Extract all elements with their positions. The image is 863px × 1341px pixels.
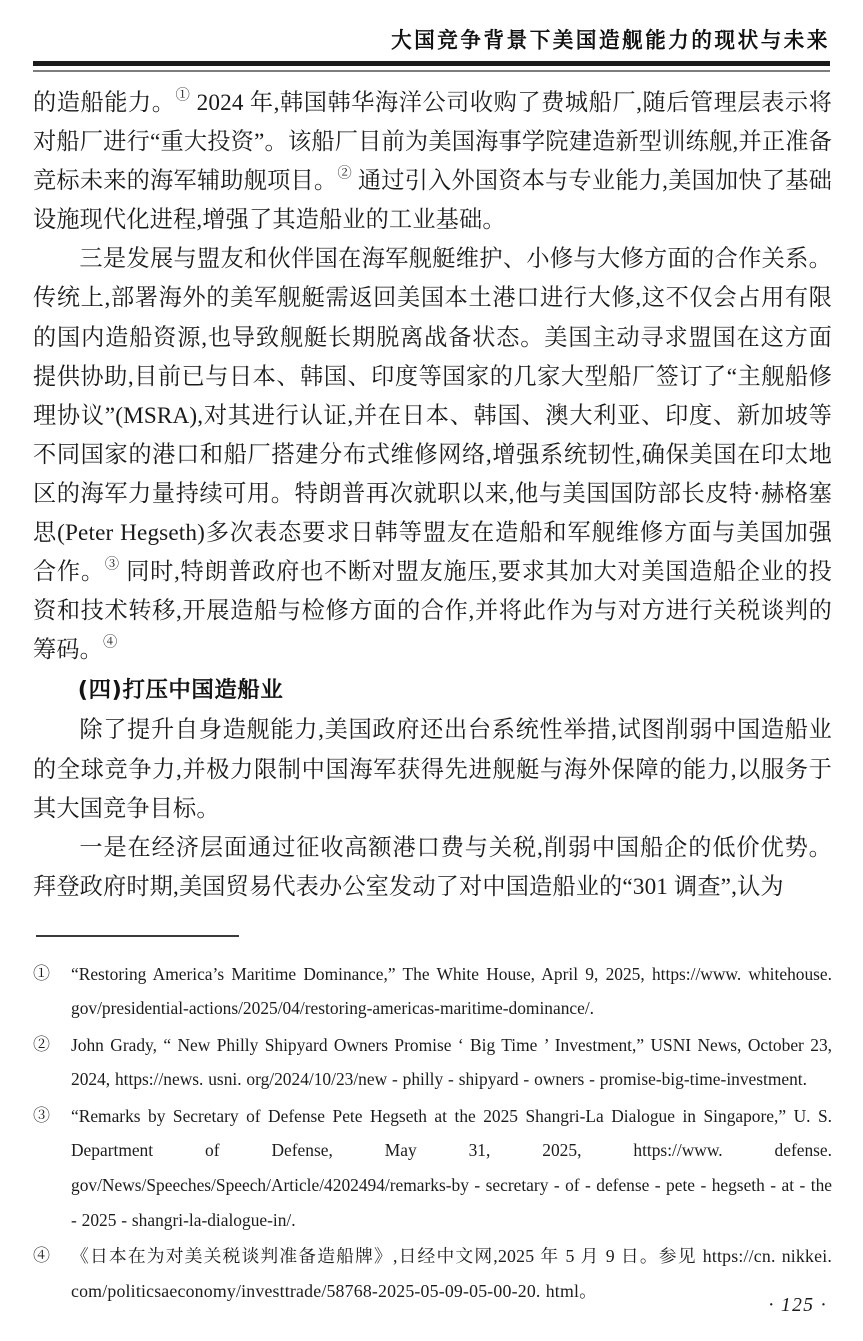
running-title: 大国竞争背景下美国造舰能力的现状与未来 (391, 27, 830, 53)
footnote-item (33, 1099, 832, 1237)
footnote-marker: ② (33, 1034, 50, 1054)
footnote-reference: ④ (103, 634, 118, 651)
footnote-text: John Grady, “ New Philly Shipyard Owners Promise ‘ Big Time ’ Investment,” USNI News, October 23, 2024, https://news. usni. org/2024/10/23/new - philly - shipyard - owners - promise-big-time-investment. (71, 1034, 832, 1090)
header-rule-thin (33, 70, 830, 72)
page-header (0, 0, 863, 78)
footnote-text: “Remarks by Secretary of Defense Pete Hegseth at the 2025 Shangri-La Dialogue in Singapore,” U. S. Department of Defense, May 31, 2025, https://www. defense. gov/News/Speeches/Speech/Article/4202494/remarks-by - secretary - of - defense - pete - hegseth - at - the - 2025 - shangri-la-dialogue-in/. (71, 1105, 832, 1230)
footnote-item (33, 1028, 832, 1097)
footnote-reference: ③ (104, 556, 120, 573)
footnote-item (33, 1239, 832, 1308)
footnote-reference: ② (337, 165, 352, 182)
footnote-block (33, 935, 832, 1310)
footnote-text: 《日本在为对美关税谈判准备造船牌》,日经中文网,2025 年 5 月 9 日。参见 https://cn. nikkei. com/politicsaeconomy/investtrade/58768-2025-05-09-05-00-20. html。 (71, 1246, 832, 1301)
header-rule-thick (33, 61, 830, 66)
footnote-reference: ① (175, 87, 191, 104)
footnote-marker: ① (33, 963, 50, 983)
page-body (33, 84, 832, 907)
footnote-separator-rule (36, 935, 239, 937)
body-paragraph-4: 一是在经济层面通过征收高额港口费与关税,削弱中国船企的低价优势。拜登政府时期,美国贸易代表办公室发动了对中国造船业的“301 调查”,认为 (33, 834, 832, 900)
body-paragraph-2: 三是发展与盟友和伙伴国在海军舰艇维护、小修与大修方面的合作关系。传统上,部署海外的美军舰艇需返回美国本土港口进行大修,这不仅会占用有限的国内造船资源,也导致舰艇长期脱离战备状态。美国主动寻求盟国在这方面提供协助,目前已与日本、韩国、印度等国家的几家大型船厂签订了“主舰船修理协议”(MSRA),对其进行认证,并在日本、韩国、澳大利亚、印度、新加坡等不同国家的港口和船厂搭建分布式维修网络,增强系统韧性,确保美国在印太地区的海军力量持续可用。特朗普再次就职以来,他与美国国防部长皮特·赫格塞思(Peter Hegseth)多次表态要求日韩等盟友在造船和军舰维修方面与美国加强合作。③ 同时,特朗普政府也不断对盟友施压,要求其加大对美国造船企业的投资和技术转移,开展造船与检修方面的合作,并将此作为与对方进行关税谈判的筹码。④ (33, 246, 833, 664)
footnote-marker: ④ (33, 1246, 51, 1266)
footnote-item (33, 957, 832, 1026)
section-heading: (四)打压中国造船业 (77, 677, 284, 704)
footnote-text: “Restoring America’s Maritime Dominance,” The White House, April 9, 2025, https://www. whitehouse. gov/presidential-actions/2025/04/restoring-americas-maritime-dominance/. (71, 963, 832, 1019)
page-number: · 125 · (768, 1295, 827, 1316)
body-paragraph-1: 的造船能力。① 2024 年,韩国韩华海洋公司收购了费城船厂,随后管理层表示将对船厂进行“重大投资”。该船厂目前为美国海事学院建造新型训练舰,并正准备竞标未来的海军辅助舰项目。② 通过引入外国资本与专业能力,美国加快了基础设施现代化进程,增强了其造船业的工业基础。 (33, 87, 832, 234)
body-paragraph-3: 除了提升自身造舰能力,美国政府还出台系统性举措,试图削弱中国造船业的全球竞争力,并极力限制中国海军获得先进舰艇与海外保障的能力,以服务于其大国竞争目标。 (33, 717, 832, 822)
footnote-marker: ③ (33, 1105, 50, 1125)
